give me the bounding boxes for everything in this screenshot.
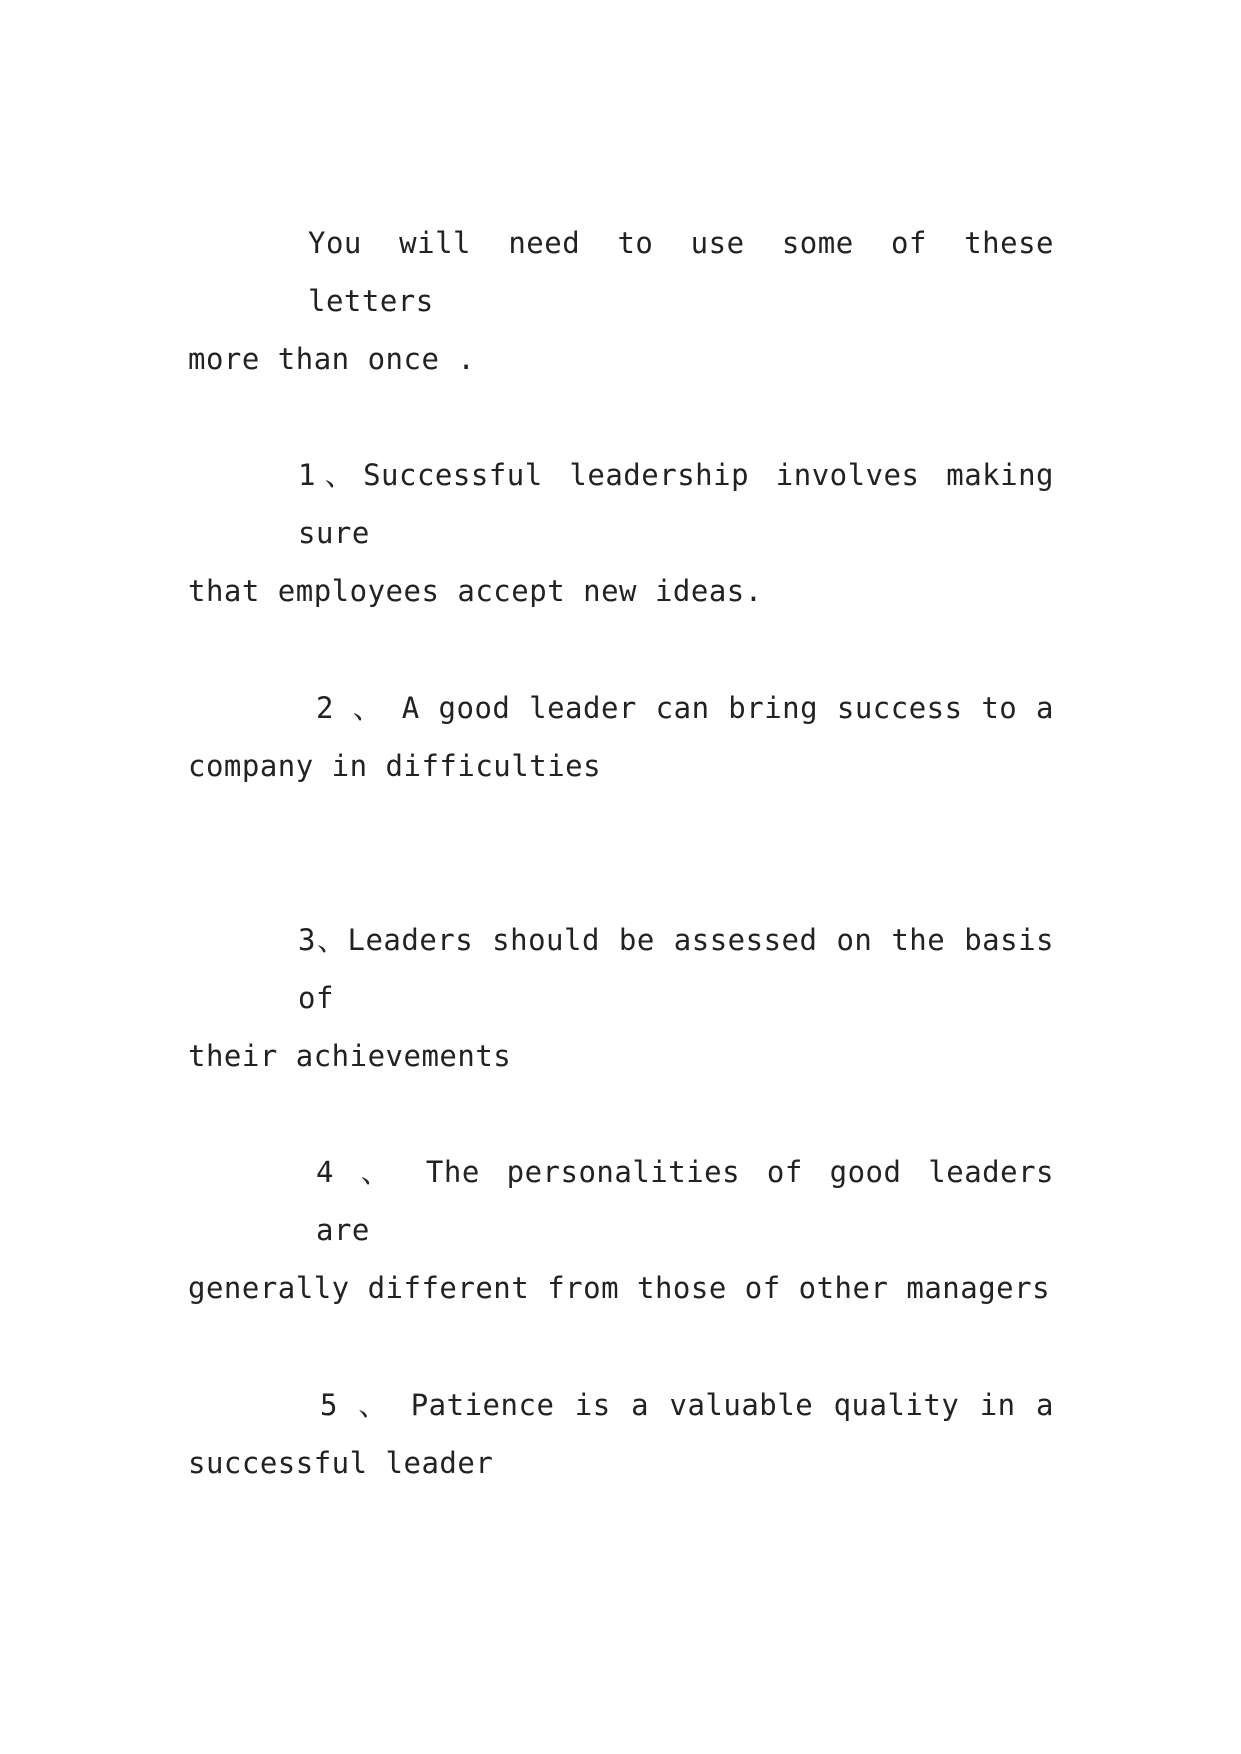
statement-1-line-2: that employees accept new ideas. [188, 574, 763, 608]
statement-4-line-2: generally different from those of other managers [188, 1271, 1051, 1305]
intro-line-1: You will need to use some of these letters [308, 226, 1054, 318]
intro-line-2: more than once . [188, 342, 476, 376]
statement-3-line-2: their achievements [188, 1039, 512, 1073]
statement-3-line-1: 3、Leaders should be assessed on the basis of [298, 923, 1054, 1015]
statement-2 [188, 679, 1054, 795]
statement-5-line-1: 5 、 Patience is a valuable quality in a [320, 1388, 1054, 1422]
statement-2-line-2: company in difficulties [188, 749, 602, 783]
statement-3 [188, 911, 1054, 1085]
statement-2-line-1: 2 、 A good leader can bring success to a [316, 691, 1054, 725]
statement-5-line-2: successful leader [188, 1446, 494, 1480]
statement-1 [188, 446, 1054, 620]
intro-paragraph [188, 214, 1054, 388]
statement-1-line-1: 1、Successful leadership involves making sure [298, 458, 1054, 550]
statement-4 [188, 1143, 1054, 1317]
statement-5 [188, 1376, 1054, 1492]
statement-4-line-1: 4 、 The personalities of good leaders are [316, 1155, 1054, 1247]
